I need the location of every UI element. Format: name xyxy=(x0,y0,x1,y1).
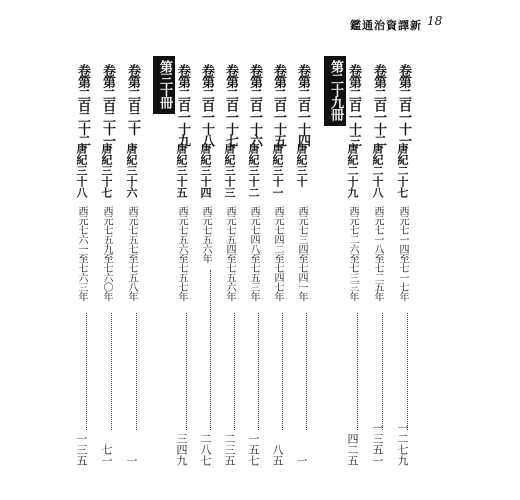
year-range: 西元七六一至七六三年 xyxy=(76,206,87,301)
running-header: 鑑通治資譯新 xyxy=(350,19,422,32)
dot-leader xyxy=(282,313,283,430)
dot-leader xyxy=(186,313,187,430)
volume-label: 卷第二百一十二 xyxy=(371,64,386,146)
page-ref: 一三五 xyxy=(75,433,88,466)
page-ref: 四二五 xyxy=(346,433,359,466)
page-ref: 一三五一 xyxy=(371,422,384,466)
year-range: 西元七五四至七五六年 xyxy=(224,206,235,301)
toc-entry xyxy=(176,0,198,500)
page-ref: 八五 xyxy=(271,444,284,466)
volume-label: 卷第二百一十九 xyxy=(175,64,190,146)
year-range: 西元七一四至七一七年 xyxy=(397,206,408,301)
page-ref: 一二七九 xyxy=(396,422,409,466)
year-range: 西元七五六至七五七年 xyxy=(176,206,187,301)
toc-entry xyxy=(347,0,369,500)
dot-leader xyxy=(210,270,211,430)
volume-label: 卷第二百一十三 xyxy=(346,64,361,146)
toc-entry xyxy=(126,0,148,500)
chapter-label: 唐紀二十八 xyxy=(371,143,384,198)
chapter-label: 唐紀三十六 xyxy=(125,143,138,198)
toc-entry xyxy=(272,0,294,500)
year-range: 西元七五七至七五八年 xyxy=(126,206,137,301)
chapter-label: 唐紀三十 xyxy=(295,143,308,187)
volume-label: 卷第二百二十二 xyxy=(75,64,90,146)
year-range: 西元七四二至七四七年 xyxy=(272,206,283,301)
chapter-label: 唐紀二十七 xyxy=(396,143,409,198)
volume-label: 卷第二百一十一 xyxy=(396,64,411,146)
section-heading: 第二十九冊 xyxy=(324,56,346,126)
volume-label: 卷第二百一十八 xyxy=(199,64,214,146)
page-ref: 三四九 xyxy=(175,433,188,466)
toc-entry xyxy=(200,0,222,500)
volume-label: 卷第二百二十一 xyxy=(100,64,115,146)
page-ref: 一 xyxy=(125,455,138,466)
toc-entry xyxy=(296,0,318,500)
dot-leader xyxy=(357,313,358,430)
volume-label: 卷第二百一十四 xyxy=(295,64,310,146)
chapter-label: 唐紀二十九 xyxy=(346,143,359,198)
page-ref: 二八七 xyxy=(199,433,212,466)
chapter-label: 唐紀三十八 xyxy=(75,143,88,198)
volume-label: 卷第二百一十七 xyxy=(223,64,238,146)
dot-leader xyxy=(306,313,307,430)
year-range: 西元七一八至七二五年 xyxy=(372,206,383,301)
dot-leader xyxy=(234,313,235,430)
toc-entry xyxy=(248,0,270,500)
page-ref: 二三五 xyxy=(223,433,236,466)
volume-label: 卷第二百二十 xyxy=(125,64,140,135)
chapter-label: 唐紀三十四 xyxy=(199,143,212,198)
year-range: 西元七四八至七五三年 xyxy=(248,206,259,301)
dot-leader xyxy=(258,313,259,430)
dot-leader xyxy=(136,313,137,430)
year-range: 西元七三四至七四一年 xyxy=(296,206,307,301)
chapter-label: 唐紀三十七 xyxy=(100,143,113,198)
volume-label: 卷第二百一十五 xyxy=(271,64,286,146)
volume-label: 卷第二百一十六 xyxy=(247,64,262,146)
page-number: 18 xyxy=(427,14,443,28)
chapter-label: 唐紀三十一 xyxy=(271,143,284,198)
dot-leader xyxy=(382,313,383,430)
toc-entry xyxy=(372,0,394,500)
toc-entry xyxy=(101,0,123,500)
year-range: 西元七五九至七六〇年 xyxy=(101,206,112,301)
dot-leader xyxy=(86,313,87,430)
section-heading: 第三十冊 xyxy=(153,56,175,114)
chapter-label: 唐紀三十三 xyxy=(223,143,236,198)
page-ref: 七一 xyxy=(100,444,113,466)
year-range: 西元七二六至七三三年 xyxy=(347,206,358,301)
chapter-label: 唐紀三十二 xyxy=(247,143,260,198)
page-ref: 一 xyxy=(295,455,308,466)
page-ref: 一五七 xyxy=(247,433,260,466)
year-range: 西元七五六年 xyxy=(200,206,211,263)
dot-leader xyxy=(407,313,408,430)
toc-entry xyxy=(397,0,419,500)
dot-leader xyxy=(111,313,112,430)
toc-entry xyxy=(224,0,246,500)
chapter-label: 唐紀三十五 xyxy=(175,143,188,198)
toc-entry xyxy=(76,0,98,500)
